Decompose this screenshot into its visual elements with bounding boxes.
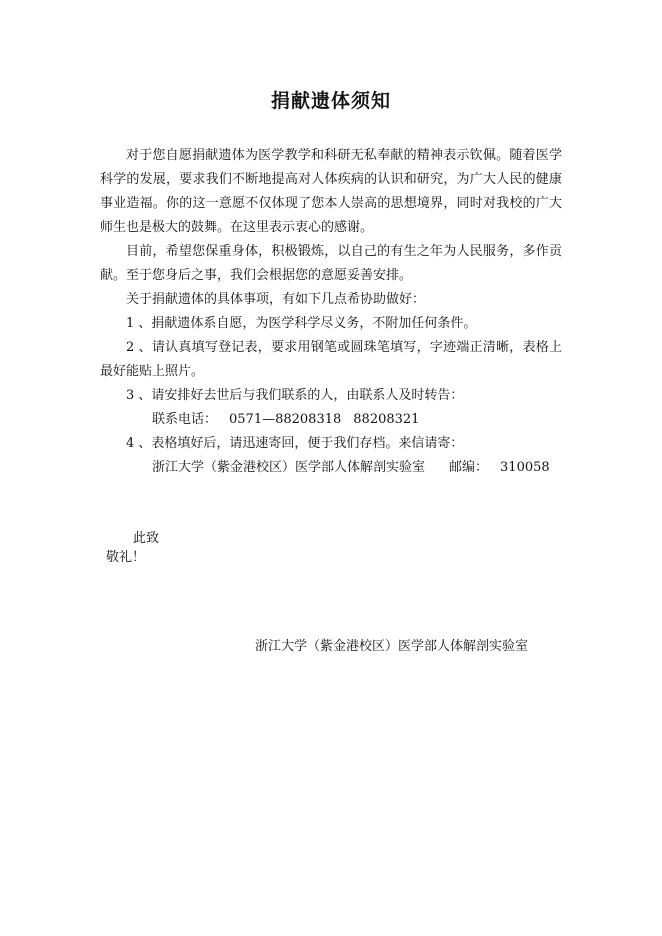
document-body [100,144,562,480]
item-number: 2 [126,340,135,355]
address-org: 浙江大学（紫金港校区）医学部人体解剖实验室 [152,460,426,475]
item-text: 、表格填好后，请迅速寄回，便于我们存档。来信请寄： [138,436,464,451]
contact-label: 联系电话： [152,412,218,427]
item-text: 、捐献遗体系自愿，为医学科学尽义务，不附加任何条件。 [138,316,477,331]
item-number: 1 [126,316,135,331]
address-line [100,456,562,480]
item-number: 4 [126,436,135,451]
item-text: 、请认真填写登记表，要求用钢笔或圆珠笔填写，字迹端正清晰，表格上最好能贴上照片。 [100,340,562,379]
lead-paragraph: 关于捐献遗体的具体事项，有如下几点希协助做好： [126,292,426,307]
list-item [100,384,562,408]
list-item [100,336,562,384]
closing-salute: 敬礼！ [106,550,146,565]
item-number: 3 [126,388,135,403]
signature: 浙江大学（紫金港校区）医学部人体解剖实验室 [255,639,529,654]
closing-greeting: 此致 [133,531,160,546]
list-item [100,432,562,456]
postcode-label: 邮编： [449,460,489,475]
intro-paragraph: 对于您自愿捐献遗体为医学教学和科研无私奉献的精神表示钦佩。随着医学科学的发展，要求我们不断地提高对人体疾病的认识和研究，为广大人民的健康事业造福。你的这一意愿不仅体现了您本人崇高的思想境界，同时对我校的广大师生也是极大的鼓舞。在这里表示衷心的感谢。 [100,148,562,235]
contact-phone-1: 0571—88208318 [229,412,342,427]
contact-line [100,408,562,432]
document-title: 捐献遗体须知 [270,90,391,112]
contact-phone-2: 88208321 [353,412,420,427]
wish-paragraph: 目前，希望您保重身体，积极锻炼，以自己的有生之年为人民服务，多作贡献。至于您身后之事，我们会根据您的意愿妥善安排。 [100,244,562,283]
item-text: 、请安排好去世后与我们联系的人，由联系人及时转告： [138,388,464,403]
postcode-value: 310058 [500,460,550,475]
list-item [100,312,562,336]
